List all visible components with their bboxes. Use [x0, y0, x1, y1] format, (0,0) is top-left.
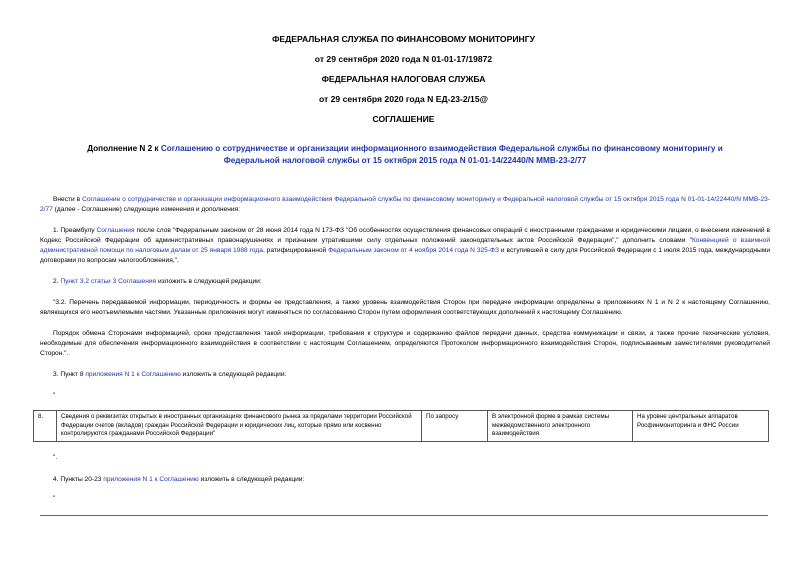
annex-table	[33, 410, 769, 442]
item4-text-2: изложить в следующей редакции:	[198, 476, 305, 483]
header-agency-rosfinmonitoring: ФЕДЕРАЛЬНАЯ СЛУЖБА ПО ФИНАНСОВОМУ МОНИТОРИНГУ	[272, 34, 535, 44]
item1-text-1: 1. Преамбулу	[53, 227, 97, 234]
item1-convention-link[interactable]: Конвенцией о взаимной административной помощи по налоговым делам от 25 января 1988 года	[40, 237, 771, 254]
quote-clause-3-2: "3.2. Перечень передаваемой информации, периодичность и формы ее представления, а также уровень взаимодействия Сторон при передаче информации определены в приложениях N 1 и N 2 к настоящему Соглашению, являющихся его неотъемлемыми частями. Указанные приложения могут изменяться по согласованию Сторон путем оформления соответствующих дополнений к настоящему Соглашению.	[40, 299, 770, 316]
header-date-number-1: от 29 сентября 2020 года N 01-01-17/19872	[314, 54, 493, 64]
quote-exchange-procedure: Порядок обмена Сторонами информацией, сроки представления такой информации, требования к структуре и содержанию файлов передачи данных, средства коммуникации и связи, а также прочие технические условия, необходимые для обеспечения информационного взаимодействия в соответствии с настоящим Соглашением, определяются Протоколом информационного взаимодействия Сторон, подписываемым заместителями руководителей Сторон.".	[40, 330, 770, 357]
item1-text-2: после слов "Федеральным законом от 28 июня 2014 года N 173-ФЗ "Об особенностях осуществления финансовых операций с иностранными гражданами и юридическими лицами, о внесении изменений в Кодекс Российской Федерации об административных правонарушениях и признании утратившими силу отдельных положений законодательных актов Российской Федерации"," дополнить словами "	[40, 227, 771, 244]
table-row	[34, 411, 769, 442]
item-1-paragraph	[40, 226, 770, 266]
table-cell-description: Сведения о реквизитах открытых в иностранных организациях финансового рынка за пределами территории Российской Федерации счетов (вкладов) граждан Российской Федерации и юридических лиц, которые прямо или косвенно контролируются гражданами Российской Федерации"	[57, 411, 422, 442]
item-4-paragraph	[40, 475, 770, 485]
table-cell-frequency: По запросу	[422, 411, 488, 442]
item1-text-4: и вступившей в силу для Российской Федерации с 1 июля 2015 года, международными договорами по вопросам налогообложения,".	[40, 247, 771, 264]
item-2-paragraph	[40, 277, 770, 287]
item2-clause-link[interactable]: Пункт 3.2 статьи 3 Соглашения	[60, 278, 157, 285]
subtitle-prefix: Дополнение N 2 к	[87, 144, 161, 153]
table-cell-form: В электронной форме в рамках системы межведомственного электронного взаимодействия	[488, 411, 633, 442]
amendment-subtitle	[60, 143, 750, 167]
item3-text-2: изложить в следующей редакции:	[180, 371, 287, 378]
opening-quote-mark-2: "	[53, 495, 56, 502]
item4-text-1: 4. Пункты 20-23	[53, 476, 104, 483]
page-divider	[40, 515, 768, 516]
item3-text-1: 3. Пункт 8	[53, 371, 86, 378]
header-agency-fns: ФЕДЕРАЛЬНАЯ НАЛОГОВАЯ СЛУЖБА	[321, 74, 486, 84]
header-date-number-2: от 29 сентября 2020 года N ЕД-23-2/15@	[319, 94, 488, 104]
opening-quote-mark: "	[53, 392, 56, 399]
closing-quote-mark: ".	[53, 454, 58, 461]
agreement-link[interactable]: Соглашению о сотрудничестве и организации информационного взаимодействия Федеральной службы по финансовому мониторингу и Федеральной налоговой службы от 15 октября 2015 года N 01-01-14/22440/N ММВ-23-2/77	[160, 144, 723, 165]
table-cell-level: На уровне центральных аппаратов Росфинмониторинга и ФНС России	[633, 411, 769, 442]
item2-text-1: 2.	[53, 278, 61, 285]
item2-text-2: изложить в следующей редакции:	[156, 278, 262, 285]
item4-annex-link[interactable]: приложения N 1 к Соглашению	[103, 476, 199, 483]
item3-annex-link[interactable]: приложения N 1 к Соглашению	[85, 371, 181, 378]
item1-agreement-link[interactable]: Соглашения	[96, 227, 135, 234]
intro-agreement-link[interactable]: Соглашение о сотрудничестве и организации информационного взаимодействия Федеральной службы по финансовому мониторингу и Федеральной налоговой службы от 15 октября 2015 года N 01-01-14/22440/N ММВ-23-2/77	[40, 196, 770, 213]
item1-federal-law-link[interactable]: Федеральным законом от 4 ноября 2014 года N 325-ФЗ	[328, 247, 500, 254]
intro-suffix: (далее - Соглашение) следующие изменения и дополнения:	[52, 206, 240, 213]
intro-prefix: Внести в	[53, 196, 83, 203]
item-3-paragraph	[40, 370, 770, 380]
table-cell-number: 8.	[34, 411, 57, 442]
document-type-title: СОГЛАШЕНИЕ	[372, 114, 435, 124]
item1-text-3: , ратифицированной	[262, 247, 329, 254]
intro-paragraph	[40, 195, 770, 215]
